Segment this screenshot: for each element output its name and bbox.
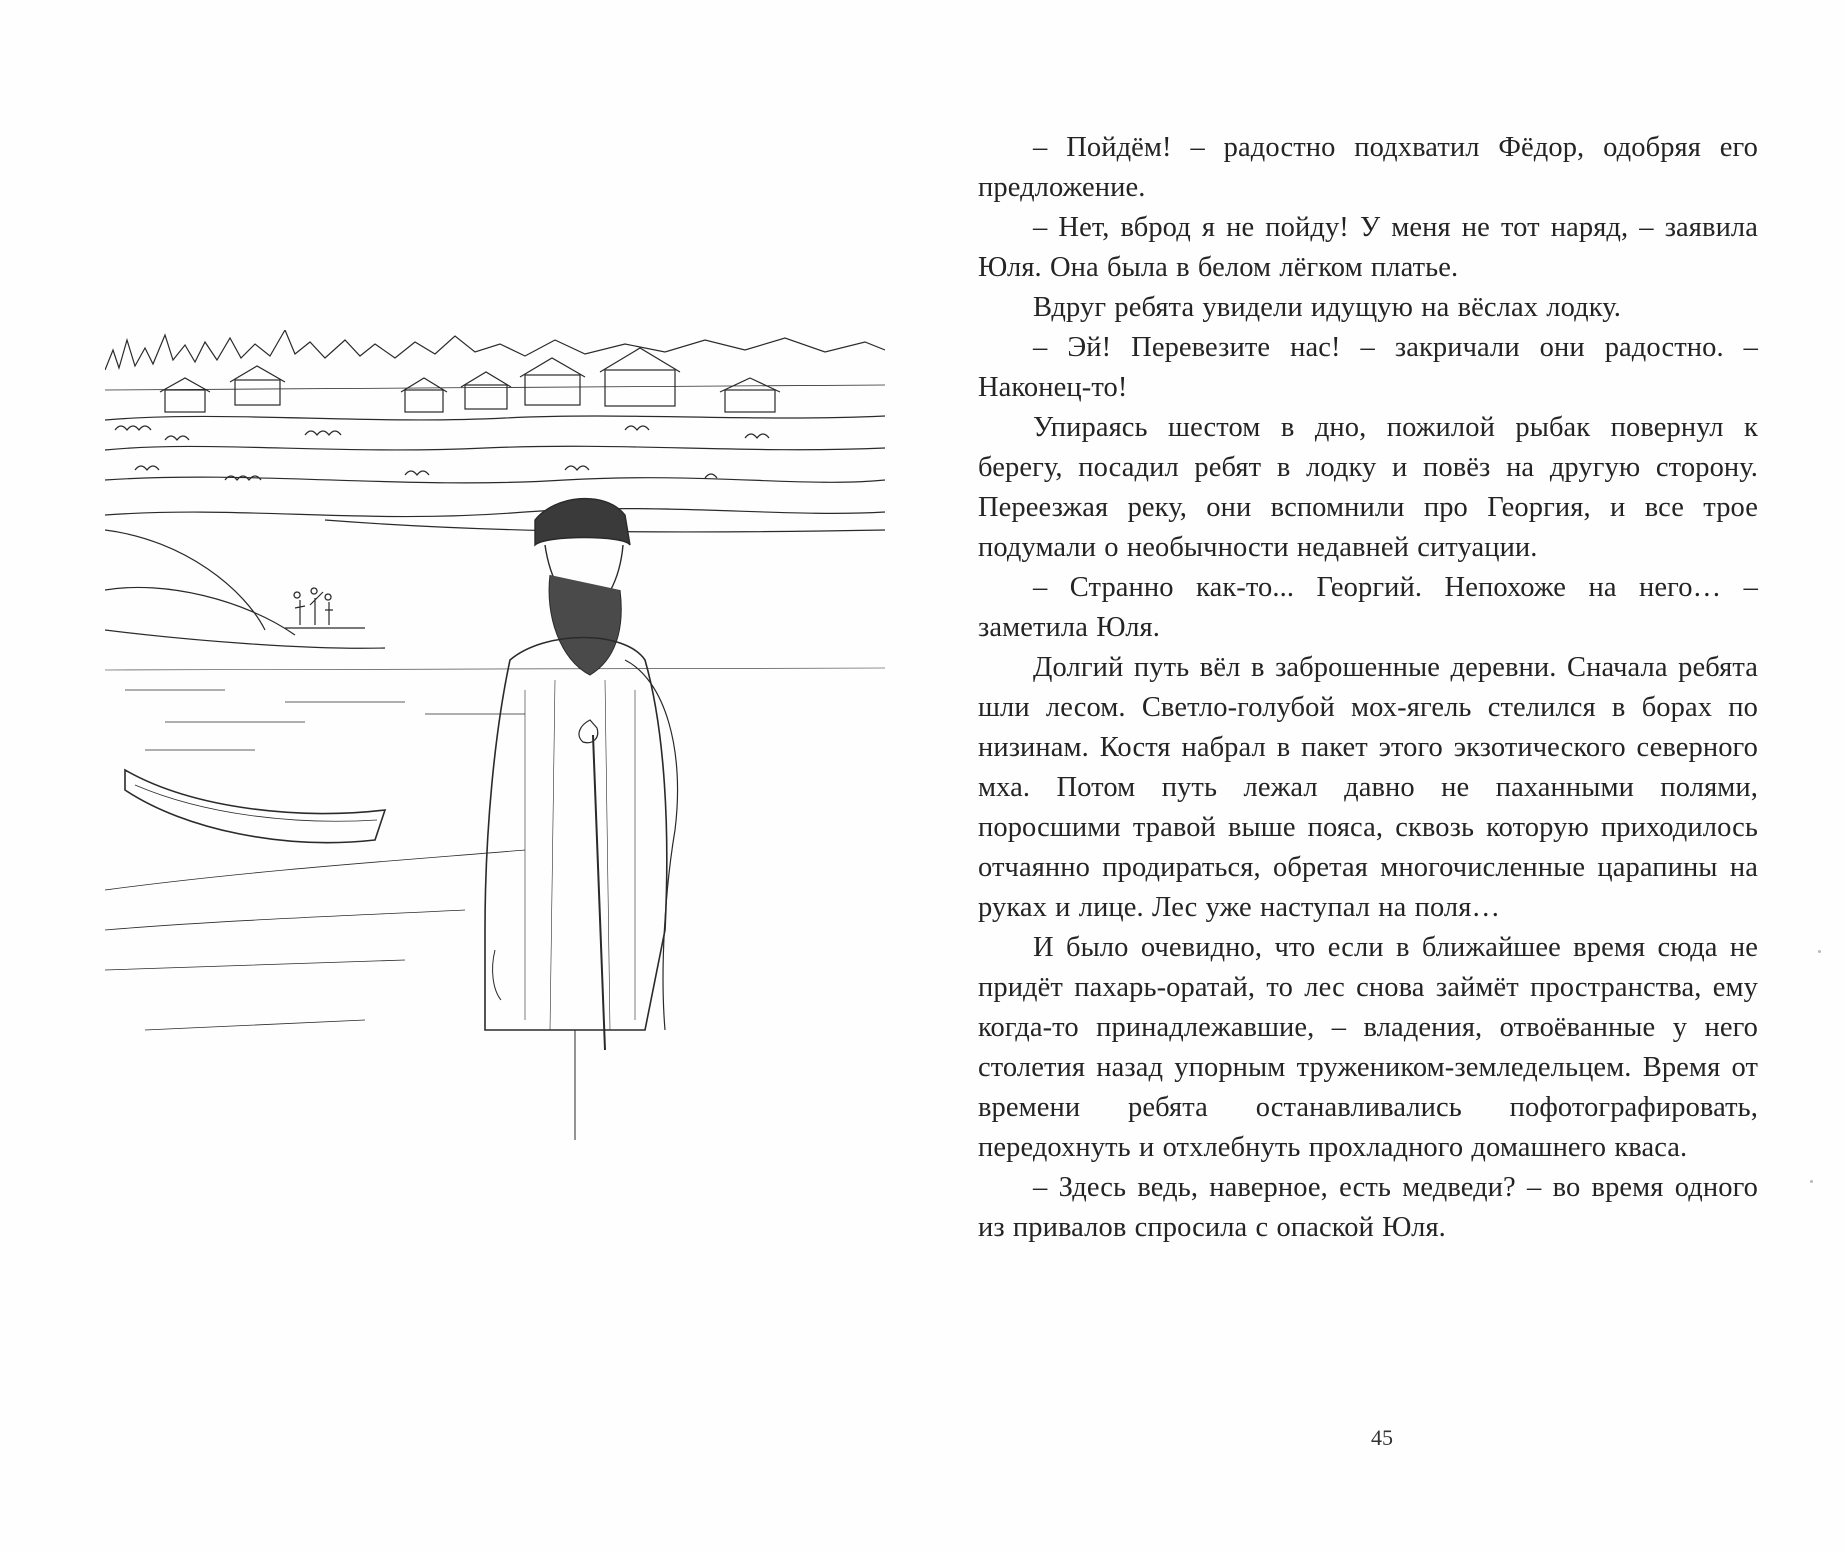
paragraph: Вдруг ребята увидели идущую на вёслах лодку. xyxy=(1033,292,1621,323)
paragraph: Долгий путь вёл в заброшенные деревни. Сначала ребята шли лесом. Светло-голубой мох-ягель стелился в борах по низинам. Костя набрал в пакет этого экзотического северного мха. Потом путь лежал давно не паханными полями, поросшими травой выше пояса, сквозь которую приходилось отчаянно продираться, обретая многочисленные царапины на руках и лице. Лес уже наступал на поля… xyxy=(978,652,1758,923)
paragraph: Упираясь шестом в дно, пожилой рыбак повернул к берегу, посадил ребят в лодку и повёз на другую сторону. Переезжая реку, они вспомнили про Георгия, и все трое подумали о необычности недавней ситуации. xyxy=(978,412,1758,563)
paragraph: – Пойдём! – радостно подхватил Фёдор, одобряя его предложение. xyxy=(978,132,1758,203)
paragraph: – Здесь ведь, наверное, есть медведи? – во время одного из привалов спросила с опаской Юля. xyxy=(978,1172,1758,1243)
paper-speck xyxy=(1818,950,1821,953)
paragraph: – Эй! Перевезите нас! – закричали они радостно. – Наконец-то! xyxy=(978,332,1758,403)
ink-illustration xyxy=(105,330,885,1230)
paper-speck xyxy=(1810,1180,1813,1183)
paragraph: – Нет, вброд я не пойду! У меня не тот наряд, – заявила Юля. Она была в белом лёгком платье. xyxy=(978,212,1758,283)
chapter-text xyxy=(978,128,1758,1248)
paragraph: – Странно как-то... Георгий. Непохоже на него… – заметила Юля. xyxy=(978,572,1758,643)
page-number: 45 xyxy=(1371,1425,1393,1450)
paragraph: И было очевидно, что если в ближайшее время сюда не придёт пахарь-оратай, то лес снова займёт пространства, ему когда-то принадлежавшие, – владения, отвоёванные у него столетия назад упорным тружеником-земледельцем. Время от времени ребята останавливались пофотографировать, передохнуть и отхлебнуть прохладного домашнего кваса. xyxy=(978,932,1758,1163)
illustration-drawing xyxy=(105,330,885,1230)
